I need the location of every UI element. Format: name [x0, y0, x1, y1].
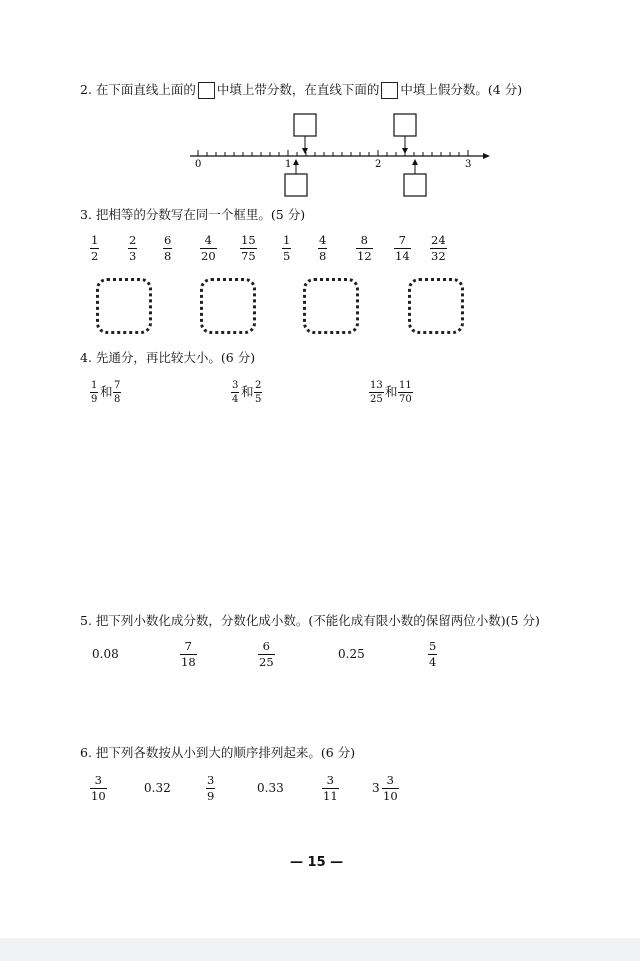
q3-fraction-8-numerator: 7	[398, 233, 406, 247]
q4-pair-1-left-denominator: 4	[232, 394, 239, 405]
q2-text-c: 中填上假分数。(4 分)	[400, 82, 523, 97]
dotted-group-box-3[interactable]	[303, 278, 359, 334]
q3-fraction-8	[394, 234, 411, 263]
q4-pair-2-right-bar	[398, 392, 413, 393]
q4-pair-2-left-numerator: 13	[370, 380, 383, 391]
q4-pair-1-and: 和	[241, 384, 254, 399]
q3-fraction-1-numerator: 2	[129, 233, 137, 247]
q3-fraction-4-numerator: 15	[241, 233, 256, 247]
q3-fraction-2	[163, 234, 172, 263]
q3-fraction-3-denominator: 20	[201, 249, 216, 263]
q5-fraction-2	[258, 640, 275, 669]
q3-fraction-5-numerator: 1	[283, 233, 291, 247]
q4-pair-0-right-denominator: 8	[114, 394, 121, 405]
q4-pair-2-left-bar	[369, 392, 384, 393]
q3-fraction-5-denominator: 5	[283, 249, 291, 263]
question-5-prompt: 5. 把下列小数化成分数，分数化成小数。(不能化成有限小数的保留两位小数)(5 分)	[80, 613, 540, 628]
q5-fraction-4-denominator: 4	[429, 655, 437, 669]
q3-fraction-7	[356, 234, 373, 263]
q4-pair-2-right	[398, 380, 413, 405]
number-line	[180, 108, 500, 202]
q3-fraction-6	[318, 234, 327, 263]
q4-pair-0-and: 和	[100, 384, 113, 399]
q4-pair-0-left-denominator: 9	[91, 394, 98, 405]
q3-fraction-2-numerator: 6	[164, 233, 172, 247]
q2-text-a: 2. 在下面直线上面的	[80, 82, 196, 97]
q3-fraction-5	[282, 234, 291, 263]
q3-fraction-8-denominator: 14	[395, 249, 410, 263]
bottom-answer-box-1[interactable]	[285, 174, 307, 196]
number-line-figure	[180, 108, 500, 202]
q4-pair-2-and: 和	[385, 384, 398, 399]
q6-fraction-4	[322, 774, 339, 803]
q5-fraction-4	[428, 640, 437, 669]
answer-box-icon	[381, 82, 398, 99]
q3-fraction-7-denominator: 12	[357, 249, 372, 263]
q4-pair-1-right-denominator: 5	[255, 394, 262, 405]
q3-fraction-3	[200, 234, 217, 263]
q5-fraction-1	[180, 640, 197, 669]
q3-fraction-9-denominator: 32	[431, 249, 446, 263]
q3-fraction-0	[90, 234, 99, 263]
q4-pair-0-left-bar	[90, 392, 98, 393]
q4-pair-0-left	[90, 380, 98, 405]
dotted-group-box-4[interactable]	[408, 278, 464, 334]
q4-pair-0-right-numerator: 7	[114, 380, 121, 391]
q6-fraction-0	[90, 774, 107, 803]
q5-fraction-1-denominator: 18	[181, 655, 196, 669]
footer-strip	[0, 938, 640, 961]
q5-decimal-3: 0.25	[338, 647, 365, 661]
question-6-prompt: 6. 把下列各数按从小到大的顺序排列起来。(6 分)	[80, 745, 356, 760]
q6-mixed-fraction	[382, 774, 399, 803]
q4-pair-1-left-bar	[231, 392, 239, 393]
q5-fraction-1-numerator: 7	[184, 639, 192, 653]
q3-fraction-9-numerator: 24	[431, 233, 446, 247]
q3-fraction-2-denominator: 8	[164, 249, 172, 263]
q3-fraction-9	[430, 234, 447, 263]
q6-fraction-2-denominator: 9	[207, 789, 215, 803]
q3-fraction-1	[128, 234, 137, 263]
q3-fraction-6-numerator: 4	[319, 233, 327, 247]
q2-text-b: 中填上带分数，在直线下面的	[216, 82, 380, 97]
q3-fraction-0-denominator: 2	[91, 249, 99, 263]
q4-pair-1-left-numerator: 3	[232, 380, 239, 391]
question-3-prompt: 3. 把相等的分数写在同一个框里。(5 分)	[80, 207, 306, 222]
tick-label-2: 2	[375, 159, 382, 170]
q6-fraction-4-numerator: 3	[326, 773, 334, 787]
top-answer-box-1[interactable]	[294, 114, 316, 136]
q6-fraction-2-numerator: 3	[207, 773, 215, 787]
question-2-prompt	[80, 82, 522, 99]
q4-pair-2-right-denominator: 70	[399, 394, 412, 405]
q3-fraction-4-denominator: 75	[241, 249, 256, 263]
top-answer-box-2[interactable]	[394, 114, 416, 136]
q3-fraction-0-numerator: 1	[91, 233, 99, 247]
q6-mixed-whole: 3	[372, 781, 380, 795]
bottom-answer-box-2[interactable]	[404, 174, 426, 196]
tick-label-0: 0	[195, 159, 202, 170]
q4-pair-2-left	[369, 380, 384, 405]
q4-pair-2-right-numerator: 11	[399, 380, 412, 391]
q6-mixed-fraction-denominator: 10	[383, 789, 398, 803]
q6-fraction-4-denominator: 11	[323, 789, 338, 803]
q6-fraction-0-denominator: 10	[91, 789, 106, 803]
q5-fraction-4-numerator: 5	[429, 639, 437, 653]
q5-fraction-2-numerator: 6	[262, 639, 270, 653]
q3-fraction-6-denominator: 8	[319, 249, 327, 263]
q4-pair-1-right-numerator: 2	[255, 380, 262, 391]
question-4-prompt: 4. 先通分，再比较大小。(6 分)	[80, 350, 256, 365]
q4-pair-0-right	[113, 380, 121, 405]
q6-mixed-fraction-numerator: 3	[386, 773, 394, 787]
answer-box-icon	[198, 82, 215, 99]
q3-fraction-3-numerator: 4	[204, 233, 212, 247]
q6-fraction-2	[206, 774, 215, 803]
q6-decimal-1: 0.32	[144, 781, 171, 795]
q4-pair-1-right	[254, 380, 262, 405]
q6-fraction-0-numerator: 3	[94, 773, 102, 787]
q6-decimal-3: 0.33	[257, 781, 284, 795]
q4-pair-2-left-denominator: 25	[370, 394, 383, 405]
q4-pair-0-right-bar	[113, 392, 121, 393]
q5-fraction-2-denominator: 25	[259, 655, 274, 669]
q3-fraction-4	[240, 234, 257, 263]
q5-decimal-0: 0.08	[92, 647, 119, 661]
q4-pair-1-left	[231, 380, 239, 405]
page-number: — 15 —	[290, 855, 344, 870]
tick-label-1: 1	[285, 159, 292, 170]
q4-pair-1-right-bar	[254, 392, 262, 393]
q4-pair-0-left-numerator: 1	[91, 380, 98, 391]
q3-fraction-1-denominator: 3	[129, 249, 137, 263]
tick-label-3: 3	[465, 159, 472, 170]
q3-fraction-7-numerator: 8	[360, 233, 368, 247]
dotted-group-box-2[interactable]	[200, 278, 256, 334]
dotted-group-box-1[interactable]	[96, 278, 152, 334]
